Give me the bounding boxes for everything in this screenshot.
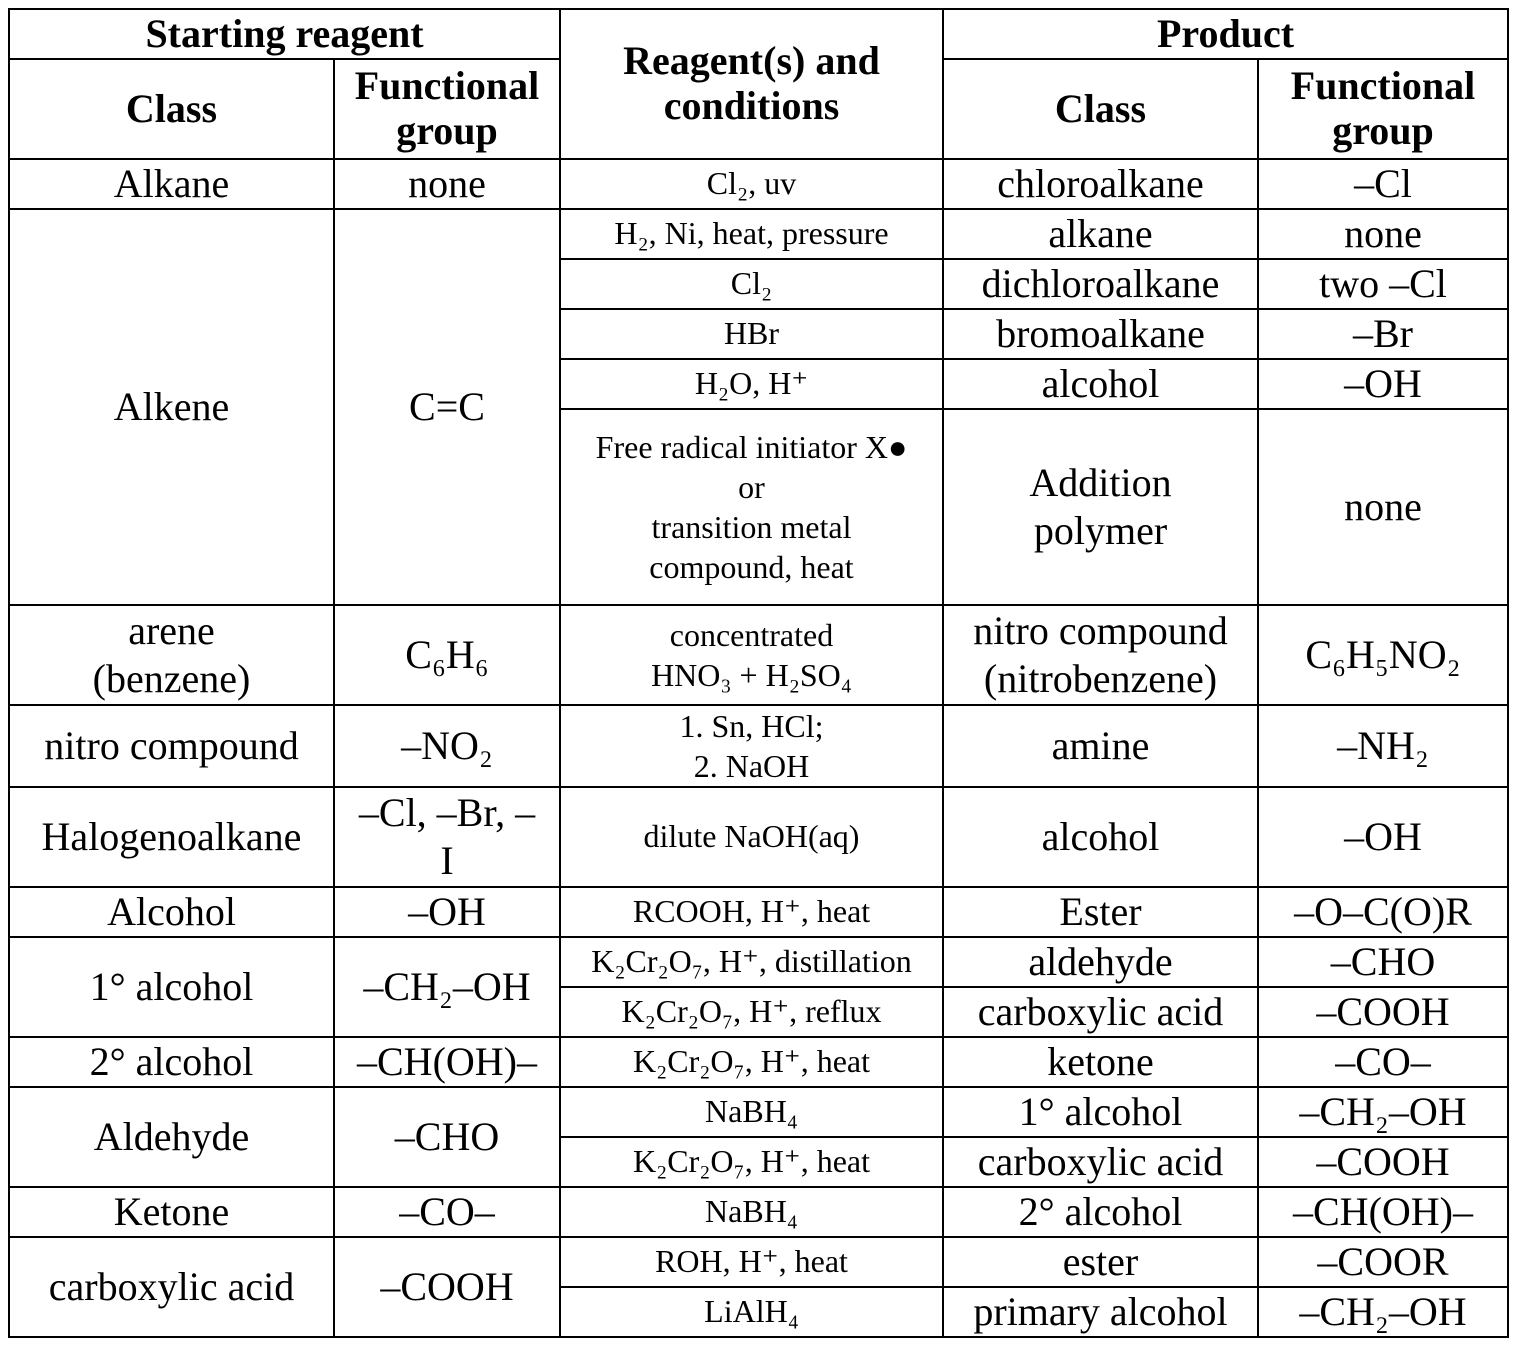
header-reagents-conditions: Reagent(s) and conditions	[560, 9, 943, 159]
start-class-line: (benzene)	[92, 656, 251, 701]
product-group-cell: –OH	[1258, 359, 1508, 409]
reagent-cell: Cl₂, uv	[560, 159, 943, 209]
product-group-cell: none	[1258, 409, 1508, 605]
start-group-cell: –COOH	[334, 1237, 560, 1337]
product-group-cell: –COOR	[1258, 1237, 1508, 1287]
reagent-cell: HBr	[560, 309, 943, 359]
start-group-cell: none	[334, 159, 560, 209]
start-class-cell: Aldehyde	[9, 1087, 334, 1187]
start-class-cell: Alcohol	[9, 887, 334, 937]
reagent-cell: ROH, H⁺, heat	[560, 1237, 943, 1287]
product-class-cell: carboxylic acid	[943, 987, 1258, 1037]
reagent-cell: NaBH₄	[560, 1187, 943, 1237]
reagent-cell: K₂Cr₂O₇, H⁺, distillation	[560, 937, 943, 987]
reagent-cell: K₂Cr₂O₇, H⁺, heat	[560, 1137, 943, 1187]
reagent-line: compound, heat	[649, 549, 854, 585]
reagent-cell: LiAlH₄	[560, 1287, 943, 1337]
reactions-table	[8, 8, 1509, 1338]
start-group-cell	[334, 787, 560, 887]
reagent-line: transition metal	[651, 509, 852, 545]
reagent-line: 1. Sn, HCl;	[679, 708, 824, 744]
header-start-class: Class	[9, 59, 334, 159]
reagent-cell: RCOOH, H⁺, heat	[560, 887, 943, 937]
start-group-line: –Cl, –Br, –	[358, 790, 536, 835]
product-class-cell: primary alcohol	[943, 1287, 1258, 1337]
start-group-cell: –CH₂–OH	[334, 937, 560, 1037]
product-class-cell: bromoalkane	[943, 309, 1258, 359]
header-start-functional-group: Functional group	[334, 59, 560, 159]
header-starting-reagent: Starting reagent	[9, 9, 560, 59]
table-row	[9, 1037, 1508, 1087]
product-group-cell: –Cl	[1258, 159, 1508, 209]
product-class-cell: amine	[943, 705, 1258, 787]
product-class-cell: alcohol	[943, 359, 1258, 409]
product-class-cell: alcohol	[943, 787, 1258, 887]
start-group-cell: C₆H₆	[334, 605, 560, 705]
product-class-cell	[943, 409, 1258, 605]
product-group-cell: none	[1258, 209, 1508, 259]
start-group-cell: –NO₂	[334, 705, 560, 787]
reagent-cell: NaBH₄	[560, 1087, 943, 1137]
start-class-cell: nitro compound	[9, 705, 334, 787]
table-row	[9, 209, 1508, 259]
reagent-cell: K₂Cr₂O₇, H⁺, heat	[560, 1037, 943, 1087]
reagent-line: HNO₃ + H₂SO₄	[651, 657, 852, 693]
start-group-cell: C=C	[334, 209, 560, 605]
product-class-cell: 2° alcohol	[943, 1187, 1258, 1237]
start-class-cell: 1° alcohol	[9, 937, 334, 1037]
product-class-cell: alkane	[943, 209, 1258, 259]
product-class-line: Addition	[1029, 460, 1172, 505]
product-group-cell: –CHO	[1258, 937, 1508, 987]
reagent-cell	[560, 605, 943, 705]
product-group-cell: –NH₂	[1258, 705, 1508, 787]
product-group-cell: –Br	[1258, 309, 1508, 359]
product-group-cell: –CH₂–OH	[1258, 1287, 1508, 1337]
reagent-cell: K₂Cr₂O₇, H⁺, reflux	[560, 987, 943, 1037]
table-row	[9, 159, 1508, 209]
product-group-cell: –CO–	[1258, 1037, 1508, 1087]
header-product: Product	[943, 9, 1508, 59]
header-product-functional-group: Functional group	[1258, 59, 1508, 159]
reagent-cell: H₂, Ni, heat, pressure	[560, 209, 943, 259]
table-row	[9, 1237, 1508, 1287]
table-container	[8, 8, 1509, 1338]
reagent-cell: dilute NaOH(aq)	[560, 787, 943, 887]
reagent-cell	[560, 705, 943, 787]
reagent-cell: Cl₂	[560, 259, 943, 309]
product-class-cell: dichloroalkane	[943, 259, 1258, 309]
product-group-cell: –COOH	[1258, 987, 1508, 1037]
table-row	[9, 1187, 1508, 1237]
reagent-line: Free radical initiator X●	[595, 429, 908, 465]
table-row	[9, 1087, 1508, 1137]
start-group-cell: –OH	[334, 887, 560, 937]
product-class-line: polymer	[1033, 508, 1168, 553]
product-class-cell: carboxylic acid	[943, 1137, 1258, 1187]
table-row	[9, 887, 1508, 937]
start-class-cell	[9, 605, 334, 705]
product-group-cell: –O–C(O)R	[1258, 887, 1508, 937]
start-class-cell: Halogenoalkane	[9, 787, 334, 887]
product-class-cell: chloroalkane	[943, 159, 1258, 209]
start-group-line: I	[440, 838, 454, 883]
start-class-line: arene	[128, 608, 215, 653]
product-class-line: nitro compound	[973, 608, 1228, 653]
product-group-cell: –OH	[1258, 787, 1508, 887]
start-group-cell: –CHO	[334, 1087, 560, 1187]
product-class-cell	[943, 605, 1258, 705]
header-product-class: Class	[943, 59, 1258, 159]
start-class-cell: Alkane	[9, 159, 334, 209]
product-group-cell: C₆H₅NO₂	[1258, 605, 1508, 705]
product-class-cell: aldehyde	[943, 937, 1258, 987]
reagent-line: concentrated	[669, 617, 834, 653]
product-class-cell: 1° alcohol	[943, 1087, 1258, 1137]
product-group-cell: –CH₂–OH	[1258, 1087, 1508, 1137]
start-group-cell: –CO–	[334, 1187, 560, 1237]
product-class-cell: Ester	[943, 887, 1258, 937]
table-row	[9, 605, 1508, 705]
table-row	[9, 787, 1508, 887]
start-group-cell: –CH(OH)–	[334, 1037, 560, 1087]
table-row	[9, 705, 1508, 787]
product-class-cell: ester	[943, 1237, 1258, 1287]
product-class-cell: ketone	[943, 1037, 1258, 1087]
start-class-cell: carboxylic acid	[9, 1237, 334, 1337]
start-class-cell: Alkene	[9, 209, 334, 605]
reagent-line: or	[738, 469, 765, 505]
reagent-cell	[560, 409, 943, 605]
start-class-cell: 2° alcohol	[9, 1037, 334, 1087]
table-row	[9, 937, 1508, 987]
product-class-line: (nitrobenzene)	[983, 656, 1218, 701]
product-group-cell: –COOH	[1258, 1137, 1508, 1187]
reagent-line: 2. NaOH	[693, 748, 810, 784]
start-class-cell: Ketone	[9, 1187, 334, 1237]
product-group-cell: –CH(OH)–	[1258, 1187, 1508, 1237]
product-group-cell: two –Cl	[1258, 259, 1508, 309]
reagent-cell: H₂O, H⁺	[560, 359, 943, 409]
